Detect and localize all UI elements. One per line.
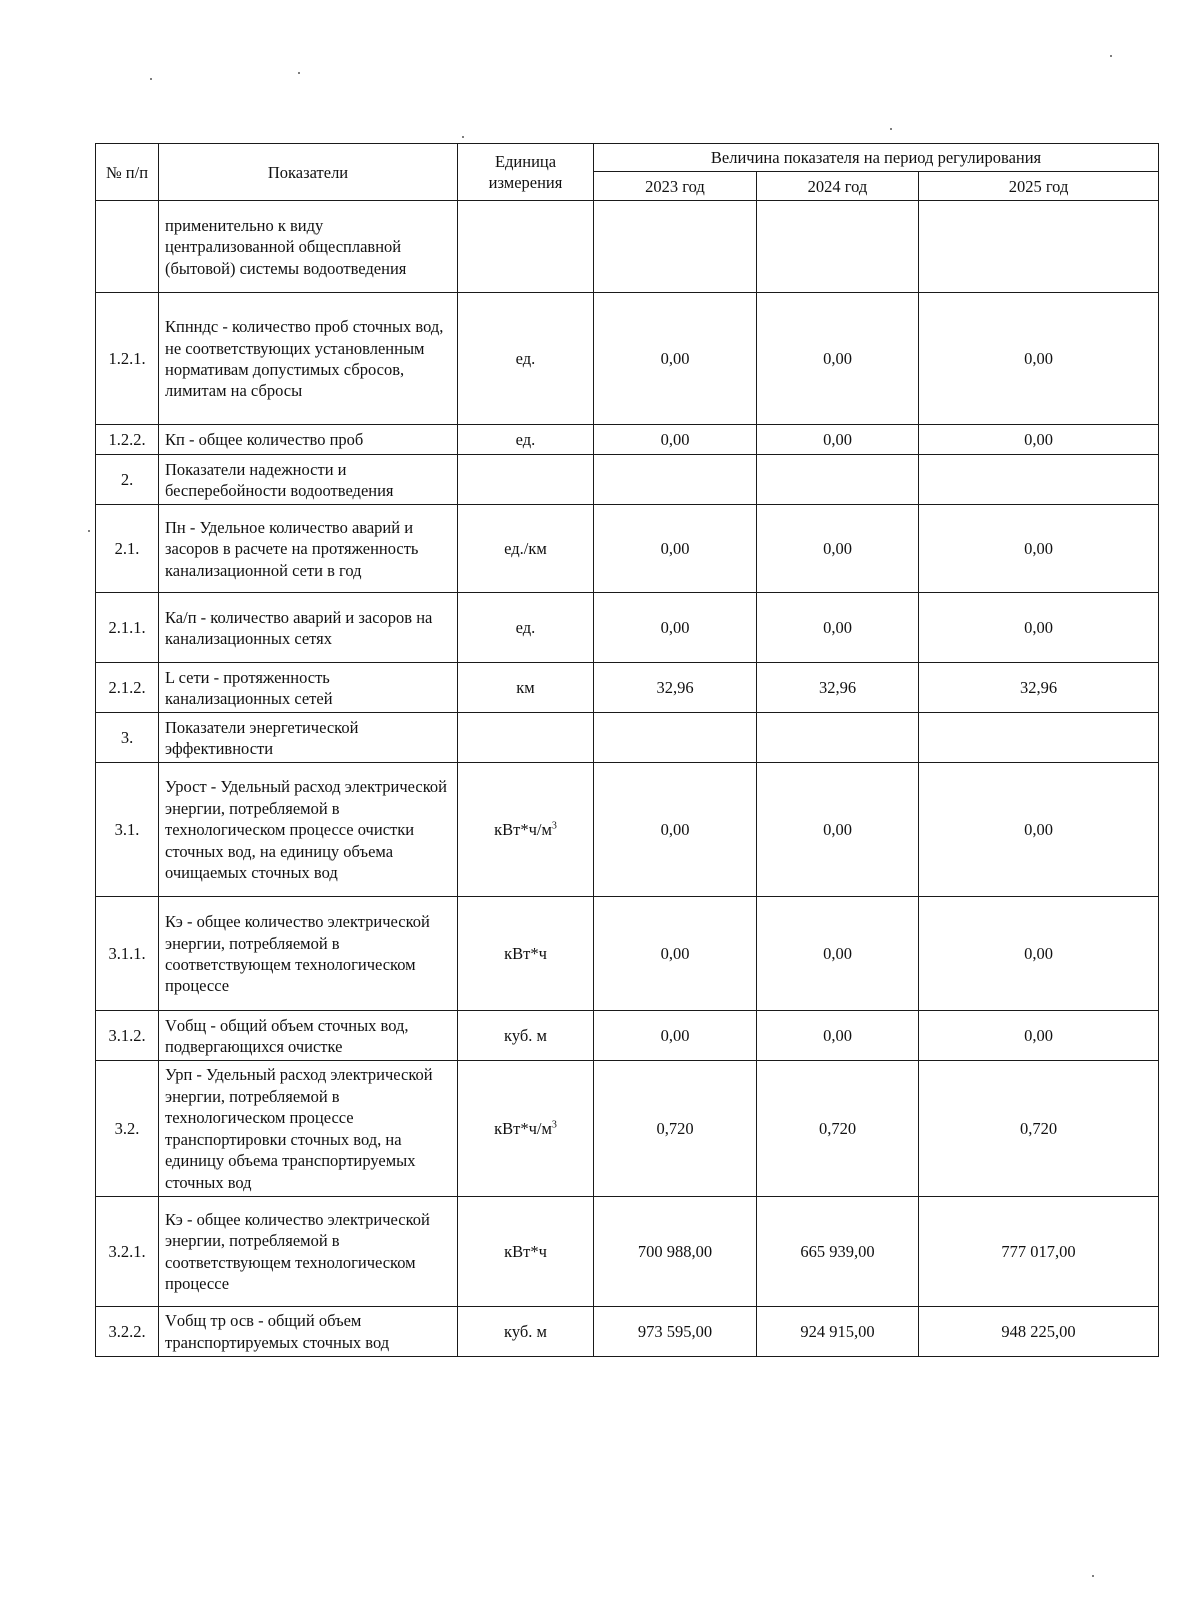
row-value-2024	[757, 713, 919, 763]
scan-speck	[1092, 1575, 1094, 1577]
table-row	[96, 505, 1159, 593]
row-unit	[458, 505, 594, 593]
row-value-2023: 700 988,00	[594, 1197, 757, 1307]
row-value-2024	[757, 455, 919, 505]
row-value-2024: 32,96	[757, 663, 919, 713]
header-year-2023: 2023 год	[594, 172, 757, 201]
row-value-2025: 777 017,00	[919, 1197, 1159, 1307]
row-unit-superscript: 3	[551, 1119, 557, 1131]
row-value-2025: 0,00	[919, 505, 1159, 593]
row-number: 2.1.1.	[96, 593, 159, 663]
row-unit	[458, 1011, 594, 1061]
row-number: 2.1.2.	[96, 663, 159, 713]
row-value-2024: 0,00	[757, 505, 919, 593]
scan-speck	[1110, 55, 1112, 57]
row-value-2024: 0,00	[757, 1011, 919, 1061]
row-unit-text: ед.	[515, 430, 536, 450]
row-indicator-name: Vобщ - общий объем сточных вод, подвергающихся очистке	[159, 1011, 458, 1061]
row-number: 3.	[96, 713, 159, 763]
row-value-2023: 0,00	[594, 763, 757, 897]
table-row	[96, 897, 1159, 1011]
row-indicator-name: Ка/п - количество аварий и засоров на канализационных сетях	[159, 593, 458, 663]
row-value-2024: 924 915,00	[757, 1307, 919, 1357]
scan-speck	[462, 136, 464, 138]
row-unit-text: ед.	[515, 618, 536, 638]
row-indicator-name: Показатели надежности и бесперебойности водоотведения	[159, 455, 458, 505]
row-unit	[458, 763, 594, 897]
row-value-2023: 0,00	[594, 505, 757, 593]
table-row	[96, 293, 1159, 425]
table-body	[96, 201, 1159, 1357]
row-unit	[458, 713, 594, 763]
table-row	[96, 1197, 1159, 1307]
row-value-2023: 0,00	[594, 293, 757, 425]
row-value-2023: 0,720	[594, 1061, 757, 1197]
row-number: 3.1.	[96, 763, 159, 897]
row-indicator-name: Кп - общее количество проб	[159, 425, 458, 455]
row-value-2023: 0,00	[594, 1011, 757, 1061]
header-unit: Единица измерения	[458, 144, 594, 201]
scan-speck	[88, 530, 90, 532]
row-number: 1.2.2.	[96, 425, 159, 455]
row-unit	[458, 1307, 594, 1357]
row-value-2024: 0,00	[757, 897, 919, 1011]
row-value-2025: 0,00	[919, 1011, 1159, 1061]
row-indicator-name: Кэ - общее количество электрической энергии, потребляемой в соответствующем технологическом процессе	[159, 1197, 458, 1307]
row-value-2023: 0,00	[594, 593, 757, 663]
row-value-2025: 948 225,00	[919, 1307, 1159, 1357]
row-value-2023: 0,00	[594, 425, 757, 455]
row-unit	[458, 425, 594, 455]
row-number	[96, 201, 159, 293]
row-value-2025: 0,00	[919, 293, 1159, 425]
row-value-2025	[919, 201, 1159, 293]
row-value-2023	[594, 455, 757, 505]
row-value-2023	[594, 713, 757, 763]
row-unit-superscript: 3	[551, 820, 557, 832]
row-value-2023	[594, 201, 757, 293]
table-row	[96, 455, 1159, 505]
scan-speck	[298, 72, 300, 74]
row-indicator-name: Пн - Удельное количество аварий и засоров в расчете на протяженность канализационной сети в год	[159, 505, 458, 593]
row-value-2024: 0,00	[757, 763, 919, 897]
row-unit-text: куб. м	[504, 1321, 547, 1341]
row-value-2023: 973 595,00	[594, 1307, 757, 1357]
table-row	[96, 663, 1159, 713]
header-num: № п/п	[96, 144, 159, 201]
row-indicator-name: Кпнндс - количество проб сточных вод, не соответствующих установленным нормативам допустимых сбросов, лимитам на сбросы	[159, 293, 458, 425]
row-unit-text: кВт*ч/м	[494, 1119, 552, 1139]
row-unit	[458, 293, 594, 425]
header-year-2024: 2024 год	[757, 172, 919, 201]
table-row	[96, 201, 1159, 293]
indicators-table	[95, 143, 1159, 1357]
row-unit-text: кВт*ч/м	[494, 820, 552, 840]
row-number: 2.1.	[96, 505, 159, 593]
row-value-2024	[757, 201, 919, 293]
row-value-2023: 0,00	[594, 897, 757, 1011]
header-indicators: Показатели	[159, 144, 458, 201]
row-value-2025	[919, 455, 1159, 505]
row-unit-text: куб. м	[504, 1026, 547, 1046]
scan-speck	[150, 78, 152, 80]
row-number: 3.1.2.	[96, 1011, 159, 1061]
table-row	[96, 425, 1159, 455]
row-value-2023: 32,96	[594, 663, 757, 713]
row-number: 2.	[96, 455, 159, 505]
row-value-2024: 665 939,00	[757, 1197, 919, 1307]
row-number: 3.2.2.	[96, 1307, 159, 1357]
row-indicator-name: Кэ - общее количество электрической энергии, потребляемой в соответствующем технологическом процессе	[159, 897, 458, 1011]
row-value-2025: 0,00	[919, 425, 1159, 455]
header-year-2025: 2025 год	[919, 172, 1159, 201]
table-row	[96, 593, 1159, 663]
row-unit	[458, 455, 594, 505]
row-unit	[458, 201, 594, 293]
table-row	[96, 1011, 1159, 1061]
row-unit-text: км	[516, 678, 535, 698]
row-unit	[458, 1061, 594, 1197]
row-unit	[458, 897, 594, 1011]
table-row	[96, 713, 1159, 763]
row-unit-text: кВт*ч	[504, 944, 547, 964]
row-value-2025: 0,00	[919, 763, 1159, 897]
row-unit-text: кВт*ч	[504, 1241, 547, 1261]
row-value-2025: 32,96	[919, 663, 1159, 713]
row-number: 1.2.1.	[96, 293, 159, 425]
row-indicator-name: Урп - Удельный расход электрической энергии, потребляемой в технологическом процессе транспортировки сточных вод, на единицу объема транспортируемых сточных вод	[159, 1061, 458, 1197]
row-value-2025	[919, 713, 1159, 763]
row-unit-text: ед./км	[504, 539, 547, 559]
row-number: 3.2.	[96, 1061, 159, 1197]
row-indicator-name: применительно к виду централизованной общесплавной (бытовой) системы водоотведения	[159, 201, 458, 293]
row-indicator-name: L сети - протяженность канализационных сетей	[159, 663, 458, 713]
row-value-2024: 0,720	[757, 1061, 919, 1197]
header-period: Величина показателя на период регулирования	[594, 144, 1159, 172]
row-indicator-name: Урост - Удельный расход электрической энергии, потребляемой в технологическом процессе очистки сточных вод, на единицу объема очищаемых сточных вод	[159, 763, 458, 897]
header-row	[96, 144, 1159, 172]
row-number: 3.2.1.	[96, 1197, 159, 1307]
row-number: 3.1.1.	[96, 897, 159, 1011]
scan-speck	[890, 128, 892, 130]
table-row	[96, 1307, 1159, 1357]
row-value-2025: 0,00	[919, 593, 1159, 663]
row-unit	[458, 1197, 594, 1307]
row-unit	[458, 593, 594, 663]
row-unit	[458, 663, 594, 713]
table-row	[96, 763, 1159, 897]
table-row	[96, 1061, 1159, 1197]
row-value-2025: 0,00	[919, 897, 1159, 1011]
row-value-2024: 0,00	[757, 593, 919, 663]
row-unit-text: ед.	[515, 349, 536, 369]
row-value-2025: 0,720	[919, 1061, 1159, 1197]
row-value-2024: 0,00	[757, 293, 919, 425]
row-value-2024: 0,00	[757, 425, 919, 455]
row-indicator-name: Показатели энергетической эффективности	[159, 713, 458, 763]
row-indicator-name: Vобщ тр осв - общий объем транспортируемых сточных вод	[159, 1307, 458, 1357]
